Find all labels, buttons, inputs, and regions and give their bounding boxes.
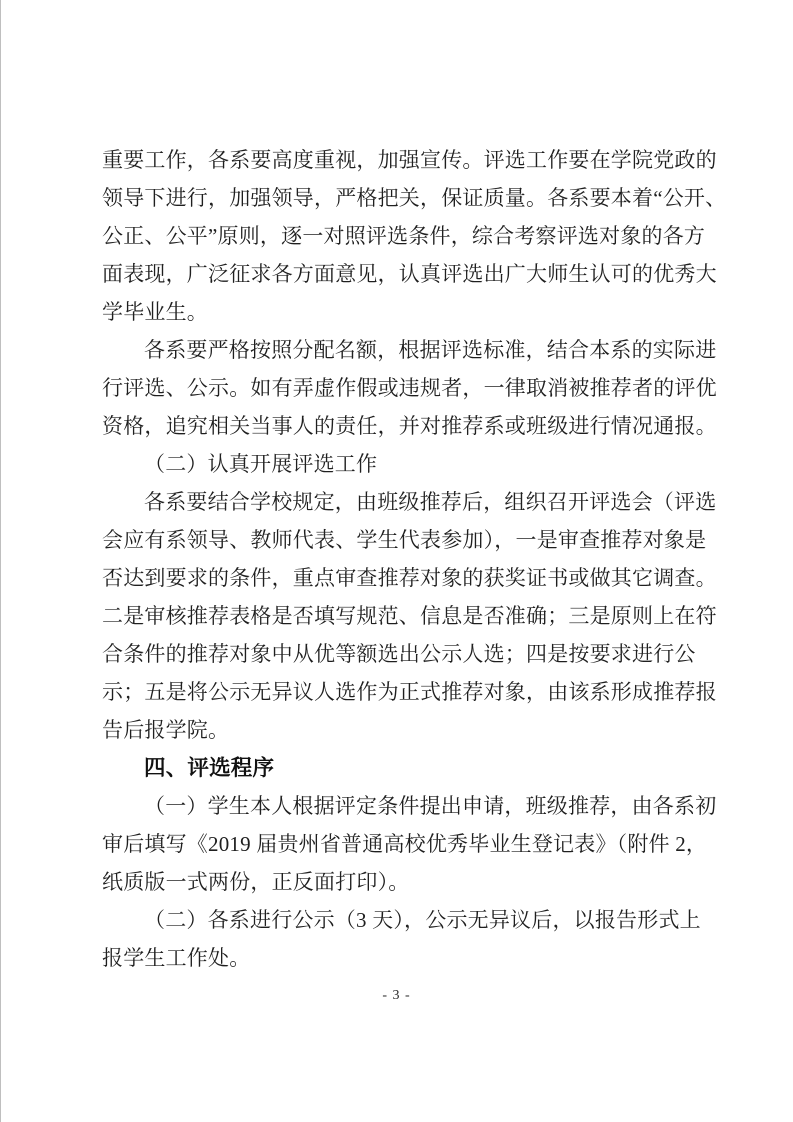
page-number-footer: - 3 - [382, 988, 411, 1003]
text-line: 会应有系领导、教师代表、学生代表参加），一是审查推荐对象是 [102, 528, 707, 552]
text-line: （一）学生本人根据评定条件提出申请，班级推荐，由各系初 [144, 794, 717, 818]
text-line: 资格，追究相关当事人的责任，并对推荐系或班级进行情况通报。 [102, 414, 717, 438]
text-line: 领导下进行，加强领导，严格把关，保证质量。各系要本着“公开、 [102, 186, 727, 210]
text-line: 告后报学院。 [102, 718, 230, 742]
text-line: 学毕业生。 [102, 300, 208, 324]
text-line: 否达到要求的条件，重点审查推荐对象的获奖证书或做其它调查。 [102, 566, 717, 590]
text-line: 纸质版一式两份，正反面打印）。 [102, 870, 410, 894]
document-body [102, 141, 727, 977]
text-line: 重要工作，各系要高度重视，加强宣传。评选工作要在学院党政的 [102, 148, 717, 172]
text-line: 各系要结合学校规定，由班级推荐后，组织召开评选会（评选 [144, 490, 717, 514]
text-line: 公正、公平”原则，逐一对照评选条件，综合考察评选对象的各方 [102, 224, 706, 248]
text-line: 合条件的推荐对象中从优等额选出公示人选；四是按要求进行公 [102, 642, 696, 666]
text-line: 面表现，广泛征求各方面意见，认真评选出广大师生认可的优秀大 [102, 262, 717, 286]
text-line: 审后填写《2019 届贵州省普通高校优秀毕业生登记表》（附件 2， [102, 832, 708, 856]
text-line: （二）认真开展评选工作 [144, 452, 378, 476]
scan-edge-artifact [0, 0, 1, 1122]
text-line: 示；五是将公示无异议人选作为正式推荐对象，由该系形成推荐报 [102, 680, 717, 704]
text-line: 各系要严格按照分配名额，根据评选标准，结合本系的实际进 [144, 338, 717, 362]
section-heading: 四、评选程序 [144, 756, 275, 780]
text-line: （二）各系进行公示（3 天），公示无异议后，以报告形式上 [144, 908, 701, 932]
text-line: 报学生工作处。 [102, 946, 251, 970]
text-line: 二是审核推荐表格是否填写规范、信息是否准确；三是原则上在符 [102, 604, 717, 628]
text-line: 行评选、公示。如有弄虚作假或违规者，一律取消被推荐者的评优 [102, 376, 717, 400]
